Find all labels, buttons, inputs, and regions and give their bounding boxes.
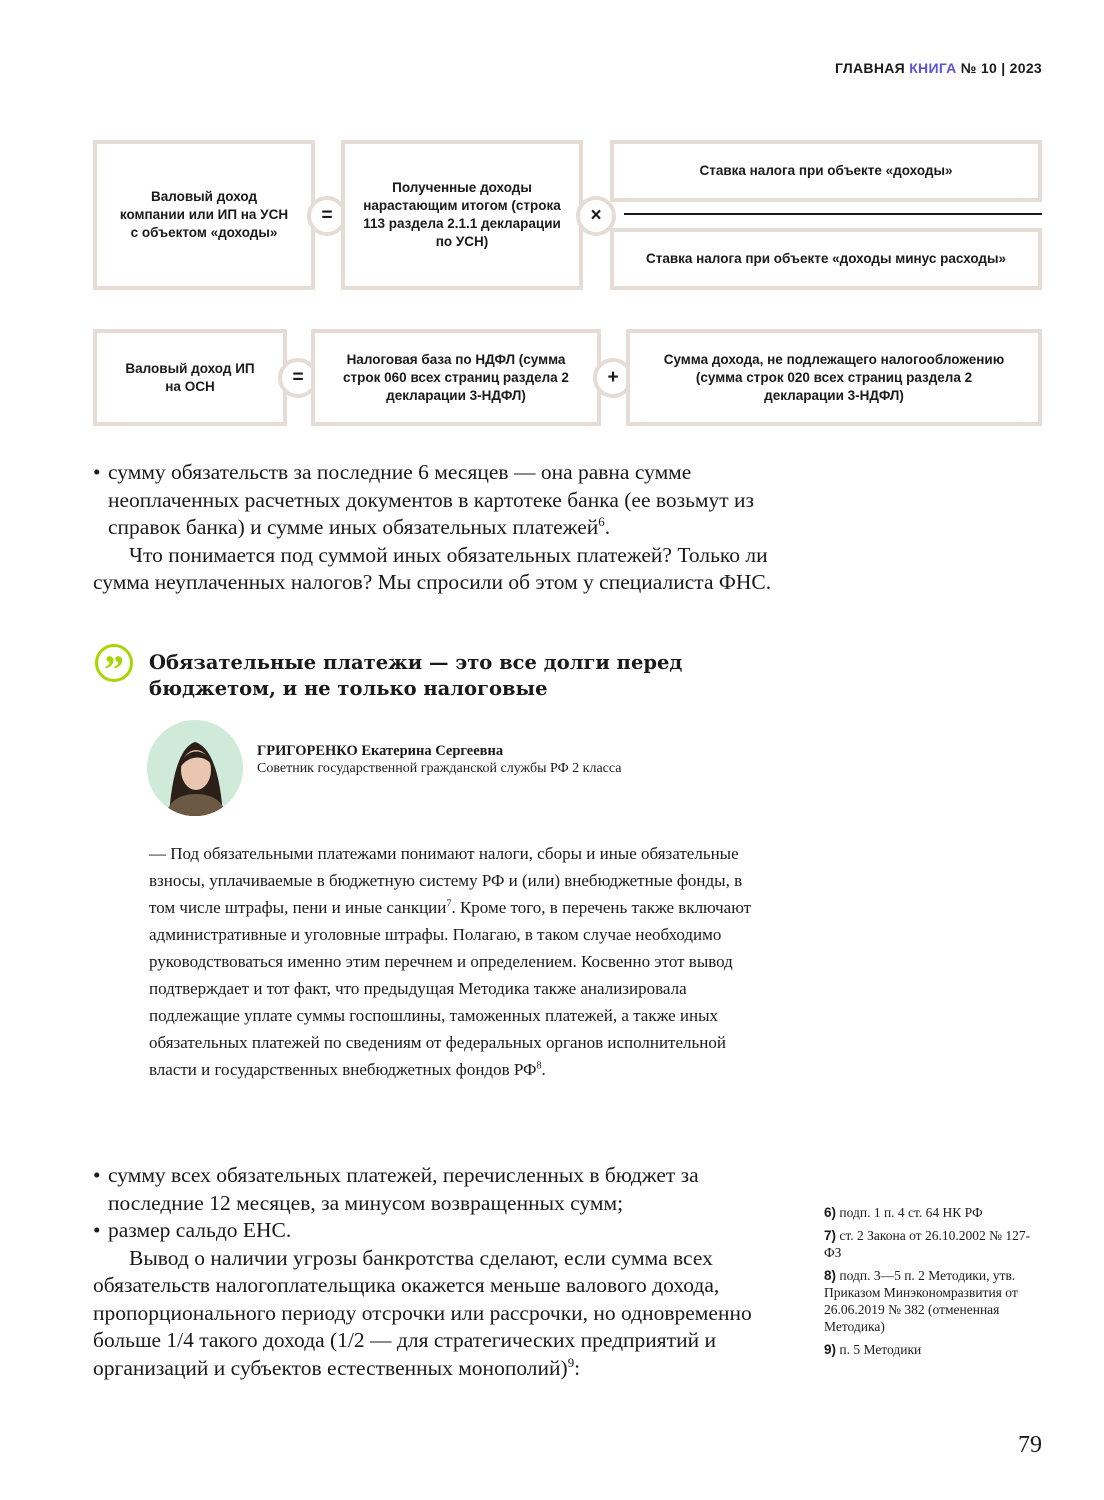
quote-title: Обязательные платежи — это все долги перед бюджетом, и не только налоговые: [149, 651, 683, 700]
formula1-equals-sign: =: [307, 196, 347, 236]
paragraph-conclusion: Вывод о наличии угрозы банкротства сделают, если сумма всех обязательств налогоплательщика окажется меньше валового дохода, пропорционального периоду отсрочки или рассрочки, но одновременно больше 1/4 такого дохода (1/2 — для стратегических предприятий и организаций и субъектов естественных монополий)$^9$:: [93, 1245, 752, 1380]
formula1-multiply-sign: ×: [576, 196, 616, 236]
formula1-middle-text: Полученные доходы нарастающим итогом (строка 113 раздела 2.1.1 декларации по УСН): [363, 180, 561, 249]
formula2-right-text: Сумма дохода, не подлежащего налогообложению (сумма строк 020 всех страниц раздела 2 декларации 3-НДФЛ): [663, 351, 1005, 403]
footnote-ref-9[interactable]: 9: [567, 1355, 575, 1370]
bullet-text: сумму всех обязательных платежей, перечисленных в бюджет за последние 12 месяцев, за минусом возвращенных сумм;: [108, 1163, 699, 1215]
expert-role: Советник государственной гражданской службы РФ 2 класса: [257, 761, 622, 776]
paragraph-question: Что понимается под суммой иных обязательных платежей? Только ли сумма неуплаченных налогов? Мы спросили об этом у специалиста ФНС.: [93, 542, 772, 594]
bullet-marker: •: [93, 1218, 101, 1242]
expert-name: ГРИГОРЕНКО Екатерина Сергеевна: [257, 743, 504, 759]
formula2-plus-sign: +: [593, 358, 633, 398]
header-issue: № 10 | 2023: [956, 60, 1042, 76]
quote-body: — Под обязательными платежами понимают налоги, сборы и иные обязательные взносы, уплачиваемые в бюджетную систему РФ и (или) внебюджетные фонды, в том числе штрафы, пени и иные санкции$^7$. Кроме того, в перечень также включают административные и уголовные штрафы. Полагаю, в таком случае необходимо руководствоваться именно этим перечнем и определением. Косвенно этот вывод подтверждает и тот факт, что предыдущая Методика также анализировала подлежащие уплате суммы госпошлины, таможенных платежей, а также иных обязательных платежей по сведениям от федеральных органов исполнительной власти и государственных внебюджетных фондов $РФ^8$.: [149, 844, 752, 1079]
formula2-left-box: [93, 329, 287, 426]
formula2-middle-box: [311, 329, 601, 426]
header-brand: ГЛАВНАЯ: [834, 60, 910, 76]
page-number: 79: [1018, 1432, 1042, 1458]
formula1-numerator-text: Ставка налога при объекте «доходы»: [699, 163, 953, 178]
bullet-marker: •: [93, 1163, 101, 1187]
formula1-left-box: [93, 140, 315, 290]
footnote-ref-8[interactable]: 8: [536, 1060, 542, 1072]
formula1-left-text: Валовый доход компании или ИП на УСН с объектом «доходы»: [119, 189, 289, 240]
footnote-8: 8) подп. 3—5 п. 2 Методики, утв. Приказом Минэкономразвития от 26.06.2019 № 382 (отмененная Методика): [824, 1268, 1018, 1334]
quote-icon: ”: [95, 644, 133, 682]
formula1-numerator-box: [610, 140, 1042, 202]
expert-info: [257, 742, 637, 778]
formula1-denominator-box: [610, 228, 1042, 290]
formula2-equals-sign: =: [278, 358, 318, 398]
bullet-marker: •: [93, 460, 101, 484]
footnote-7: 7) ст. 2 Закона от 26.10.2002 № 127-ФЗ: [824, 1228, 1031, 1260]
text-block-2: [93, 1162, 773, 1382]
footnote-6: 6) подп. 1 п. 4 ст. 64 НК РФ: [824, 1205, 983, 1220]
formula1-fraction-line: [624, 213, 1042, 215]
expert-portrait-icon: [147, 720, 243, 816]
formula2-left-text: Валовый доход ИП на ОСН: [125, 360, 255, 394]
bullet-text: сумму обязательств за последние 6 месяцев — она равна сумме неоплаченных расчетных документов в картотеке банка (ее возьмут из справок банка) и сумме иных обязательных платежей$^6$.: [108, 460, 755, 539]
footnote-ref-7[interactable]: 7: [446, 898, 452, 910]
bullet-text: размер сальдо ЕНС.: [108, 1218, 292, 1242]
magazine-header: [835, 60, 1042, 76]
text-block-1: [93, 459, 773, 597]
formula2-middle-text: Налоговая база по НДФЛ (сумма строк 060 всех страниц раздела 2 декларации 3-НДФЛ): [343, 351, 569, 403]
formula1-denominator-text: Ставка налога при объекте «доходы минус расходы»: [645, 251, 1007, 266]
formula1-middle-box: [341, 140, 583, 290]
formula2-right-box: [626, 329, 1042, 426]
bullet-item-saldo: [93, 1217, 773, 1245]
header-brand-accent: КНИГА: [909, 60, 957, 76]
bullet-item-obligations: [93, 459, 773, 542]
footnote-ref-6[interactable]: 6: [598, 514, 605, 529]
bullet-item-payments: [93, 1162, 773, 1217]
footnotes: [824, 1204, 1044, 1364]
footnote-9: 9) п. 5 Методики: [824, 1342, 922, 1357]
expert-avatar: [147, 720, 243, 816]
